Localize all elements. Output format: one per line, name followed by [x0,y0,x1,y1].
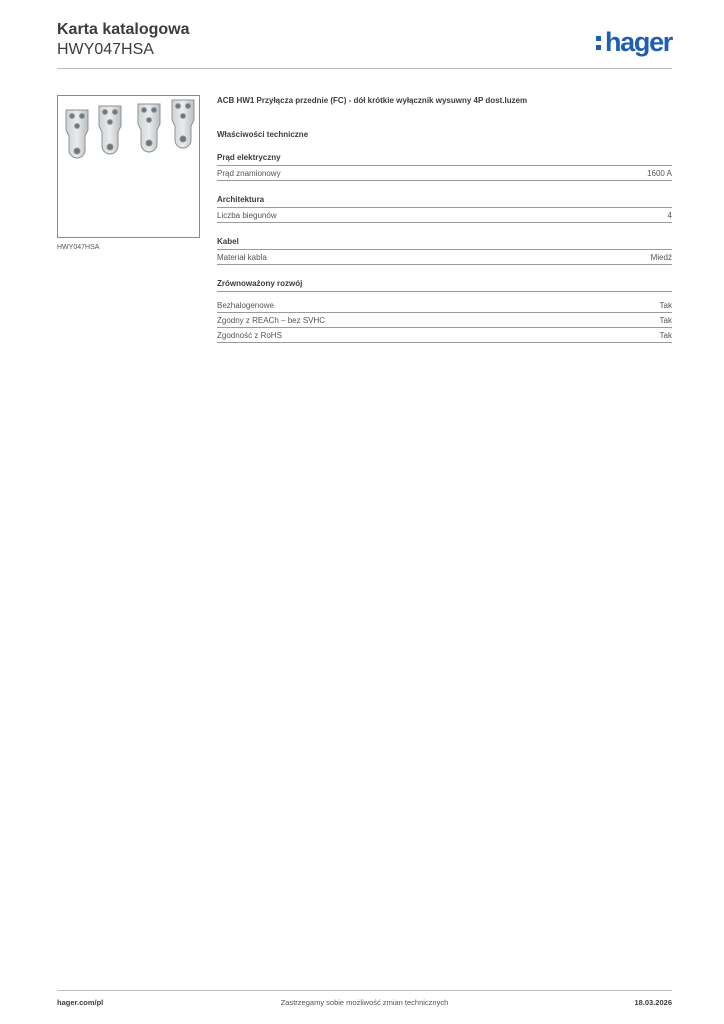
product-details [217,95,672,343]
property-value: Miedź [650,253,672,262]
property-row [217,250,672,265]
property-value: Tak [659,301,672,310]
footer-date: 18.03.2026 [634,998,672,1007]
property-row [217,298,672,313]
footer-notice: Zastrzegamy sobie możliwość zmian technicznych [280,998,449,1007]
property-label: Liczba biegunów [217,211,277,220]
image-caption: HWY047HSA [57,244,100,251]
footer-divider [57,990,672,991]
connector-1 [66,110,88,158]
connector-4 [172,100,194,148]
logo-colon-icon [596,33,603,53]
document-title: Karta katalogowa [57,21,190,38]
property-value: Tak [659,316,672,325]
header-divider [57,68,672,69]
page-header [57,20,672,70]
property-label: Materiał kabla [217,253,267,262]
property-group-cable [217,237,672,265]
footer-website-link[interactable]: hager.com/pl [57,998,104,1007]
property-value: 1600 A [647,169,672,178]
property-group-sustainability [217,279,672,343]
group-title: Zrównoważony rozwój [217,279,672,292]
product-code: HWY047HSA [57,41,154,58]
property-value: 4 [667,211,672,220]
connector-3 [138,104,160,152]
property-label: Bezhalogenowe [217,301,274,310]
property-row [217,328,672,343]
terminal-connectors-illustration [58,96,199,237]
property-group-architecture [217,195,672,223]
hager-logo: hager [596,28,672,56]
property-row [217,313,672,328]
property-row [217,208,672,223]
property-group-electric-current [217,153,672,181]
group-title: Architektura [217,195,672,208]
property-label: Zgodny z REACh – bez SVHC [217,316,326,325]
product-image [57,95,200,238]
group-title: Prąd elektryczny [217,153,672,166]
property-value: Tak [659,331,672,340]
technical-properties-heading: Właściwości techniczne [217,130,309,139]
group-title: Kabel [217,237,672,250]
property-label: Prąd znamionowy [217,169,281,178]
property-label: Zgodność z RoHS [217,331,282,340]
property-row [217,166,672,181]
connector-2 [99,106,121,154]
product-description: ACB HW1 Przyłącza przednie (FC) - dół krótkie wyłącznik wysuwny 4P dost.luzem [217,96,528,105]
